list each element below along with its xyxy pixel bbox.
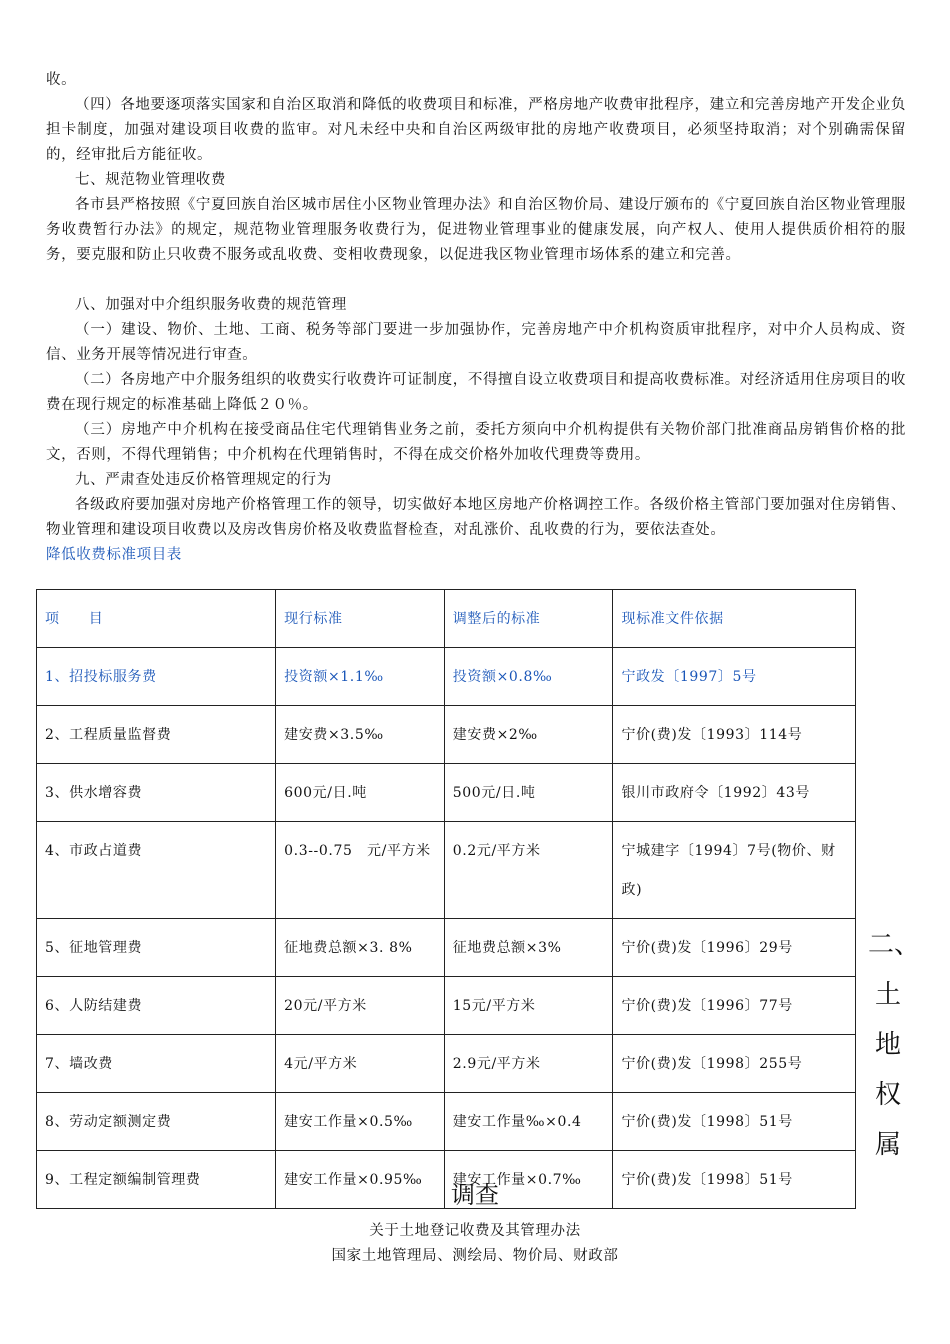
- cell-item: 6、人防结建费: [37, 977, 276, 1035]
- cell-basis: 宁价(费)发〔1998〕255号: [613, 1035, 856, 1093]
- cell-item: 8、劳动定额测定费: [37, 1093, 276, 1151]
- cell-item: 7、墙改费: [37, 1035, 276, 1093]
- section-heading-vertical: [868, 920, 921, 1170]
- table-row: [37, 919, 856, 977]
- cell-basis: 宁价(费)发〔1996〕77号: [613, 977, 856, 1035]
- paragraph-continuation: 收。: [46, 72, 77, 88]
- table-row: [37, 706, 856, 764]
- document-title: 关于土地登记收费及其管理办法: [369, 1223, 581, 1239]
- cell-item: 4、市政占道费: [37, 822, 276, 919]
- cell-adjusted: 15元/平方米: [444, 977, 613, 1035]
- cell-adjusted: 0.2元/平方米: [444, 822, 613, 919]
- cell-current: 建安费×3.5‰: [276, 706, 445, 764]
- cell-current: 4元/平方米: [276, 1035, 445, 1093]
- cell-adjusted: 500元/日.吨: [444, 764, 613, 822]
- cell-item: 3、供水增容费: [37, 764, 276, 822]
- paragraph-8-2: （二）各房地产中介服务组织的收费实行收费许可证制度，不得擅自设立收费项目和提高收费标准。对经济适用住房项目的收费在现行规定的标准基础上降低２０％。: [46, 372, 906, 413]
- cell-basis: 宁价(费)发〔1996〕29号: [613, 919, 856, 977]
- heading-section-9: 九、严肃查处违反价格管理规定的行为: [75, 472, 332, 488]
- header-current-standard: 现行标准: [276, 590, 445, 648]
- cell-current: 征地费总额×3. 8%: [276, 919, 445, 977]
- table-row: [37, 764, 856, 822]
- cell-basis: 宁价(费)发〔1998〕51号: [613, 1093, 856, 1151]
- cell-adjusted: 2.9元/平方米: [444, 1035, 613, 1093]
- cell-item: 1、招投标服务费: [37, 648, 276, 706]
- paragraph-4: （四）各地要逐项落实国家和自治区取消和降低的收费项目和标准，严格房地产收费审批程序，建立和完善房地产开发企业负担卡制度，加强对建设项目收费的监审。对凡未经中央和自治区两级审批的房地产收费项目，必须坚持取消；对个别确需保留的，经审批后方能征收。: [46, 97, 906, 163]
- side-char: 二、: [868, 930, 921, 960]
- paragraph-8-1: （一）建设、物价、土地、工商、税务等部门要进一步加强协作，完善房地产中介机构资质审批程序，对中介人员构成、资信、业务开展等情况进行审查。: [46, 322, 906, 363]
- issuing-agencies: 国家土地管理局、测绘局、物价局、财政部: [331, 1248, 619, 1264]
- side-char: 权: [874, 1080, 901, 1110]
- table-caption: 降低收费标准项目表: [46, 547, 182, 563]
- header-adjusted-standard: 调整后的标准: [444, 590, 613, 648]
- table-row: [37, 648, 856, 706]
- table-row: [37, 822, 856, 919]
- header-item: 项 目: [37, 590, 276, 648]
- cell-adjusted: 建安工作量×0.7‰: [444, 1151, 613, 1209]
- heading-section-8: 八、加强对中介组织服务收费的规范管理: [75, 297, 347, 313]
- cell-basis: 宁价(费)发〔1998〕51号: [613, 1151, 856, 1209]
- heading-section-7: 七、规范物业管理收费: [75, 172, 226, 188]
- paragraph-9: 各级政府要加强对房地产价格管理工作的领导，切实做好本地区房地产价格调控工作。各级价格主管部门要加强对住房销售、物业管理和建设项目收费以及房改售房价格及收费监督检查，对乱涨价、乱收费的行为，要依法查处。: [46, 497, 906, 538]
- cell-adjusted: 建安费×2‰: [444, 706, 613, 764]
- cell-item: 9、工程定额编制管理费: [37, 1151, 276, 1209]
- side-char: 属: [874, 1130, 901, 1160]
- header-document-basis: 现标准文件依据: [613, 590, 856, 648]
- side-char: 地: [874, 1030, 901, 1060]
- cell-current: 600元/日.吨: [276, 764, 445, 822]
- cell-basis: 宁政发〔1997〕5号: [613, 648, 856, 706]
- cell-adjusted: 征地费总额×3%: [444, 919, 613, 977]
- cell-current: 0.3--0.75 元/平方米: [276, 822, 445, 919]
- cell-basis: 宁城建字〔1994〕7号(物价、财政): [613, 822, 856, 919]
- cell-item: 2、工程质量监督费: [37, 706, 276, 764]
- paragraph-8-3: （三）房地产中介机构在接受商品住宅代理销售业务之前，委托方须向中介机构提供有关物价部门批准商品房销售价格的批文，否则，不得代理销售；中介机构在代理销售时，不得在成交价格外加收代理费等费用。: [46, 422, 906, 463]
- table-header-row: [37, 590, 856, 648]
- cell-adjusted: 投资额×0.8‰: [444, 648, 613, 706]
- cell-item: 5、征地管理费: [37, 919, 276, 977]
- cell-basis: 银川市政府令〔1992〕43号: [613, 764, 856, 822]
- cell-current: 20元/平方米: [276, 977, 445, 1035]
- table-row: [37, 1035, 856, 1093]
- table-row: [37, 977, 856, 1035]
- table-row: [37, 1093, 856, 1151]
- cell-adjusted: 建安工作量‰×0.4: [444, 1093, 613, 1151]
- cell-basis: 宁价(费)发〔1993〕114号: [613, 706, 856, 764]
- cell-current: 建安工作量×0.95‰: [276, 1151, 445, 1209]
- cell-current: 投资额×1.1‰: [276, 648, 445, 706]
- cell-current: 建安工作量×0.5‰: [276, 1093, 445, 1151]
- paragraph-property-management: 各市县严格按照《宁夏回族自治区城市居住小区物业管理办法》和自治区物价局、建设厅颁布的《宁夏回族自治区物业管理服务收费暂行办法》的规定，规范物业管理服务收费行为，促进物业管理事业的健康发展，向产权人、使用人提供质价相符的服务，要克服和防止只收费不服务或乱收费、变相收费现象，以促进我区物业管理市场体系的建立和完善。: [46, 197, 906, 263]
- side-char: 土: [874, 980, 901, 1010]
- fee-table: [36, 589, 856, 1209]
- section-title: 调查: [451, 1181, 499, 1209]
